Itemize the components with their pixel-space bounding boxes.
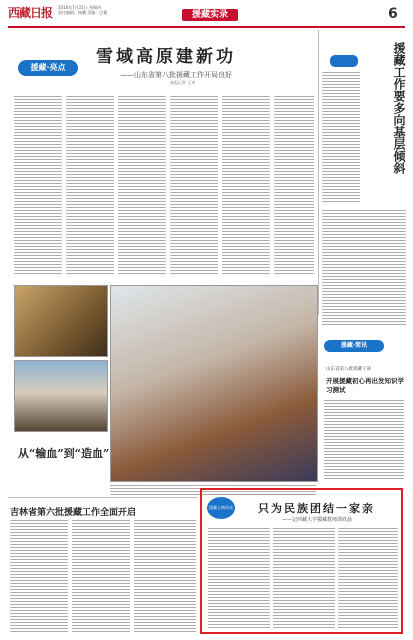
newspaper-masthead: 西藏日报 — [8, 6, 53, 20]
lead-column-2 — [66, 96, 114, 276]
sidebar-text-lower — [322, 210, 406, 325]
sidebar-badge-icon — [330, 55, 358, 67]
lead-headline: 雪域高原建新功 — [96, 47, 236, 67]
sidebar-text — [322, 72, 360, 202]
photo-crowd — [14, 360, 108, 432]
lead-column-4 — [170, 96, 218, 276]
bottom-left-col-2 — [72, 520, 130, 632]
bottom-left-col-3 — [134, 520, 196, 632]
feature-subtitle: ——记西藏大学援藏教师郭欣晨 — [282, 517, 353, 523]
page-number: 6 — [388, 6, 398, 22]
photo-animals — [14, 285, 108, 357]
feature-title: 只为民族团结一家亲 — [258, 502, 375, 515]
lead-badge: 援藏·亮点 — [18, 60, 78, 76]
brief-text — [324, 400, 404, 480]
lead-column-5 — [222, 96, 270, 276]
bottom-left-col-1 — [10, 520, 68, 632]
brief-badge: 援藏·简讯 — [324, 340, 384, 352]
editor-line: 责任编辑：杨鹏 美编：巴桑 — [58, 10, 108, 15]
feature-col-2 — [273, 528, 335, 628]
brief-kicker: 山东省第八批援藏干部 — [326, 367, 371, 372]
lead-column-1 — [14, 96, 62, 276]
photo-clinic — [110, 285, 318, 482]
date-line: 2016年7月21日 星期四 — [58, 5, 102, 10]
lead-subhead: ——山东省第八批援藏工作开局良好 — [120, 71, 232, 79]
bottom-left-headline: 吉林省第六批援藏工作全面开启 — [10, 508, 137, 518]
photo-section-headline: 从“输血”到“造血” — [18, 447, 110, 460]
lead-column-3 — [118, 96, 166, 276]
lead-byline: 本报记者 王卓 — [170, 80, 196, 85]
brief-headline: 开展援藏初心再出发知识学习测试 — [326, 377, 404, 394]
feature-col-1 — [208, 528, 270, 628]
bottom-divider — [8, 497, 198, 498]
feature-badge: 援藏人物风采 — [207, 497, 235, 519]
section-tab: 援藏实录 — [182, 9, 238, 21]
header-rule — [8, 26, 405, 28]
lead-column-6 — [274, 96, 314, 276]
sidebar-title: 援藏工作要多向基层倾斜 — [392, 42, 406, 174]
column-divider — [318, 30, 319, 315]
feature-col-3 — [338, 528, 398, 628]
